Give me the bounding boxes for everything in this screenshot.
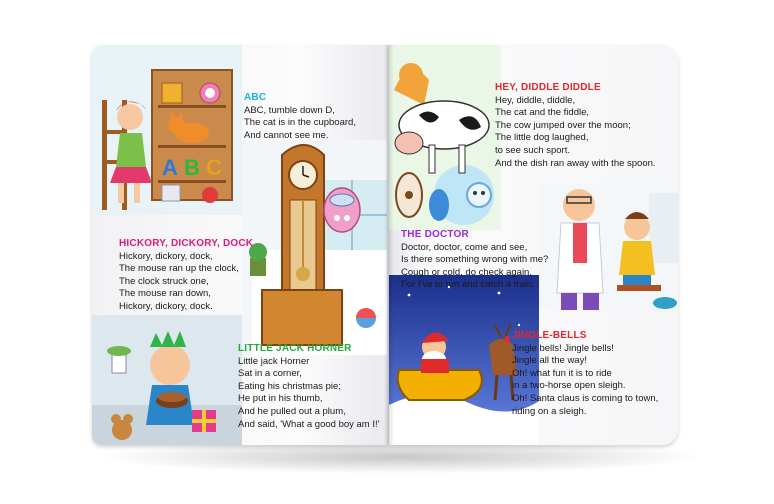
poem-jingle-bells (512, 330, 658, 418)
poem-abc (244, 92, 356, 142)
poem-abc-line: And cannot see me. (244, 129, 329, 141)
poem-abc-title: ABC (244, 92, 267, 103)
poem-jingle-title: JINGLE-BELLS (512, 330, 587, 341)
poem-diddle-title: HEY, DIDDLE DIDDLE (495, 82, 601, 93)
poem-doctor-line: For I've to run and catch a train. (401, 279, 535, 291)
poem-jingle-line: Jingle all the way! (512, 355, 587, 367)
poem-jack-line: He put in his thumb, (238, 393, 323, 405)
poem-jingle-line: Oh! Santa claus is coming to town, (512, 392, 659, 404)
poem-jack-line: Little jack Horner (238, 355, 310, 367)
poem-hey-diddle (495, 82, 656, 170)
right-page (389, 45, 678, 445)
block-letter-b: B (184, 155, 200, 180)
book-shadow (95, 440, 705, 474)
poem-hickory-line: The mouse ran down, (119, 288, 211, 300)
book-spine (384, 45, 394, 445)
poem-jingle-line: Jingle bells! Jingle bells! (512, 342, 614, 354)
clock-mouse-illustration (242, 140, 387, 355)
left-page (92, 45, 389, 445)
poem-abc-line: The cat is in the cupboard, (244, 117, 356, 129)
poem-jack-line: And said, 'What a good boy am I!' (238, 418, 380, 430)
poem-jack-title: LITTLE JACK HORNER (238, 343, 352, 354)
poem-doctor-title: THE DOCTOR (401, 229, 469, 240)
poem-doctor-line: Doctor, doctor, come and see, (401, 241, 528, 253)
poem-hickory-line: Hickory, dickory, dock. (119, 300, 213, 312)
doctor-illustration (539, 183, 678, 310)
poem-the-doctor (401, 229, 548, 292)
poem-abc-line: ABC, tumble down D, (244, 104, 335, 116)
jack-horner-illustration (92, 315, 242, 445)
poem-hickory-line: The clock struck one, (119, 275, 209, 287)
block-letter-a: A (162, 155, 178, 180)
poem-jack-line: Sat in a corner, (238, 368, 302, 380)
poem-diddle-line: Hey, diddle, diddle, (495, 94, 576, 106)
block-letter-c: C (206, 155, 222, 180)
poem-doctor-line: Is there something wrong with me? (401, 254, 549, 266)
poem-diddle-line: The cow jumped over the moon; (495, 119, 631, 131)
poem-diddle-line: to see such sport. (495, 144, 570, 156)
poem-jingle-line: Oh! what fun it is to ride (512, 367, 612, 379)
poem-diddle-line: And the dish ran away with the spoon. (495, 157, 656, 169)
poem-jingle-line: riding on a sleigh. (512, 405, 587, 417)
poem-hickory-title: HICKORY, DICKORY, DOCK (119, 238, 254, 249)
poem-diddle-line: The cat and the fiddle, (495, 107, 590, 119)
poem-hickory-line: Hickory, dickory, dock, (119, 250, 213, 262)
poem-jack-horner (238, 343, 379, 431)
hey-diddle-illustration (389, 45, 501, 230)
abc-illustration (92, 45, 242, 215)
poem-hickory (119, 238, 253, 314)
poem-doctor-line: Cough or cold, do check again, (401, 266, 532, 278)
poem-jack-line: Eating his christmas pie; (238, 380, 341, 392)
poem-hickory-line: The mouse ran up the clock, (119, 263, 239, 275)
poem-diddle-line: The little dog laughed, (495, 132, 589, 144)
poem-jack-line: And he pulled out a plum, (238, 405, 346, 417)
poem-jingle-line: in a two-horse open sleigh. (512, 380, 626, 392)
